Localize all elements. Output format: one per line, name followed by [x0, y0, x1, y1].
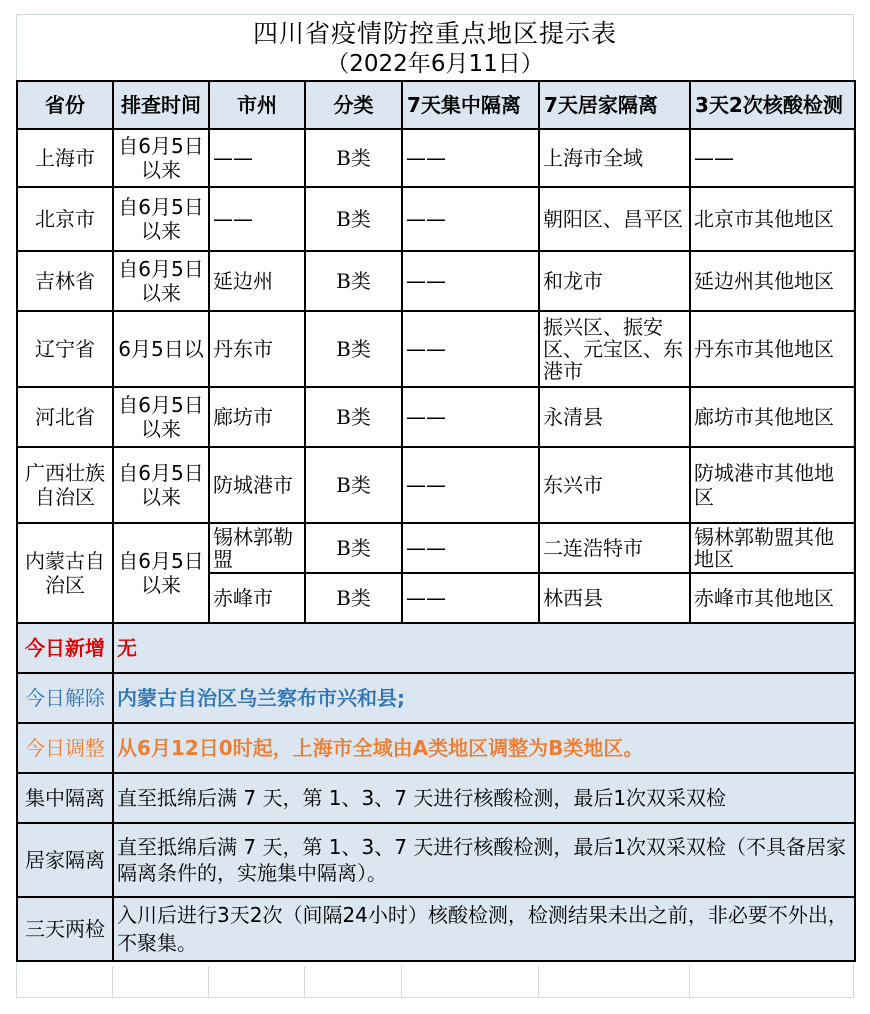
- cell-city[interactable]: 赤峰市: [209, 573, 305, 623]
- note-text-three-day[interactable]: 入川后进行3天2次（间隔24小时）核酸检测，检测结果未出之前，非必要不外出，不聚集。: [113, 897, 855, 961]
- table-row: [17, 129, 855, 187]
- note-text-released[interactable]: 内蒙古自治区乌兰察布市兴和县;: [113, 673, 855, 723]
- cell-province[interactable]: 河北省: [17, 387, 113, 447]
- cell-central-isolation[interactable]: ——: [402, 311, 539, 387]
- grid-line: [304, 966, 305, 998]
- cell-province[interactable]: 广西壮族自治区: [17, 447, 113, 523]
- cell-central-isolation[interactable]: ——: [402, 187, 539, 251]
- cell-central-isolation[interactable]: ——: [402, 523, 539, 573]
- header-category[interactable]: 分类: [305, 81, 402, 129]
- cell-time[interactable]: 自6月5日以来: [113, 129, 209, 187]
- cell-home-isolation[interactable]: 二连浩特市: [539, 523, 690, 573]
- cell-city[interactable]: 丹东市: [209, 311, 305, 387]
- cell-category[interactable]: B类: [305, 573, 402, 623]
- header-home-isolation[interactable]: 7天居家隔离: [539, 81, 690, 129]
- note-row-released: [17, 673, 855, 723]
- note-label-released[interactable]: 今日解除: [17, 673, 113, 723]
- cell-province[interactable]: 内蒙古自治区: [17, 523, 113, 623]
- header-city[interactable]: 市州: [209, 81, 305, 129]
- cell-time[interactable]: 6月5日以: [113, 311, 209, 387]
- table-row: [17, 311, 855, 387]
- cell-city[interactable]: 廊坊市: [209, 387, 305, 447]
- header-row: [17, 81, 855, 129]
- cell-nucleic-test[interactable]: 北京市其他地区: [690, 187, 855, 251]
- cell-home-isolation[interactable]: 朝阳区、昌平区: [539, 187, 690, 251]
- cell-category[interactable]: B类: [305, 311, 402, 387]
- cell-category[interactable]: B类: [305, 187, 402, 251]
- grid-line: [208, 966, 209, 998]
- header-central-isolation[interactable]: 7天集中隔离: [402, 81, 539, 129]
- page-title: [16, 14, 854, 80]
- table-row: [17, 251, 855, 311]
- grid-line: [538, 966, 539, 998]
- grid-line: [112, 966, 113, 998]
- cell-home-isolation[interactable]: 东兴市: [539, 447, 690, 523]
- note-label-new[interactable]: 今日新增: [17, 623, 113, 673]
- cell-central-isolation[interactable]: ——: [402, 447, 539, 523]
- cell-home-isolation[interactable]: 上海市全域: [539, 129, 690, 187]
- grid-line: [401, 966, 402, 998]
- cell-central-isolation[interactable]: ——: [402, 573, 539, 623]
- cell-time[interactable]: 自6月5日以来: [113, 447, 209, 523]
- cell-central-isolation[interactable]: ——: [402, 129, 539, 187]
- cell-province[interactable]: 辽宁省: [17, 311, 113, 387]
- cell-city[interactable]: 锡林郭勒盟: [209, 523, 305, 573]
- cell-nucleic-test[interactable]: 廊坊市其他地区: [690, 387, 855, 447]
- note-label-three-day[interactable]: 三天两检: [17, 897, 113, 961]
- cell-category[interactable]: B类: [305, 251, 402, 311]
- cell-central-isolation[interactable]: ——: [402, 387, 539, 447]
- key-regions-table: [16, 80, 856, 962]
- title-line-2: （2022年6月11日）: [326, 51, 544, 77]
- note-text-adjusted[interactable]: 从6月12日0时起，上海市全域由A类地区调整为B类地区。: [113, 723, 855, 773]
- grid-line: [689, 966, 690, 998]
- table-row: [17, 387, 855, 447]
- cell-nucleic-test[interactable]: 锡林郭勒盟其他地区: [690, 523, 855, 573]
- cell-province[interactable]: 北京市: [17, 187, 113, 251]
- cell-city[interactable]: 防城港市: [209, 447, 305, 523]
- cell-category[interactable]: B类: [305, 129, 402, 187]
- note-text-new[interactable]: 无: [113, 623, 855, 673]
- cell-central-isolation[interactable]: ——: [402, 251, 539, 311]
- cell-province[interactable]: 吉林省: [17, 251, 113, 311]
- empty-grid-row: [16, 966, 854, 998]
- cell-home-isolation[interactable]: 和龙市: [539, 251, 690, 311]
- table-row: [17, 187, 855, 251]
- cell-nucleic-test[interactable]: 防城港市其他地区: [690, 447, 855, 523]
- cell-home-isolation[interactable]: 振兴区、振安区、元宝区、东港市: [539, 311, 690, 387]
- cell-nucleic-test[interactable]: 赤峰市其他地区: [690, 573, 855, 623]
- title-line-1: 四川省疫情防控重点地区提示表: [252, 19, 617, 48]
- cell-city[interactable]: ——: [209, 187, 305, 251]
- cell-nucleic-test[interactable]: 丹东市其他地区: [690, 311, 855, 387]
- cell-time[interactable]: 自6月5日以来: [113, 187, 209, 251]
- table-row: [17, 447, 855, 523]
- header-time[interactable]: 排查时间: [113, 81, 209, 129]
- header-province[interactable]: 省份: [17, 81, 113, 129]
- cell-category[interactable]: B类: [305, 523, 402, 573]
- cell-city[interactable]: ——: [209, 129, 305, 187]
- note-row-home-isolation: [17, 823, 855, 897]
- cell-category[interactable]: B类: [305, 447, 402, 523]
- note-label-home-isolation[interactable]: 居家隔离: [17, 823, 113, 897]
- cell-time[interactable]: 自6月5日以来: [113, 251, 209, 311]
- note-label-adjusted[interactable]: 今日调整: [17, 723, 113, 773]
- table-row: [17, 523, 855, 573]
- header-nucleic-test[interactable]: 3天2次核酸检测: [690, 81, 855, 129]
- cell-city[interactable]: 延边州: [209, 251, 305, 311]
- cell-category[interactable]: B类: [305, 387, 402, 447]
- note-text-home-isolation[interactable]: 直至抵绵后满 7 天，第 1、3、7 天进行核酸检测，最后1次双采双检（不具备居家隔离条件的，实施集中隔离）。: [113, 823, 855, 897]
- note-label-central-isolation[interactable]: 集中隔离: [17, 773, 113, 823]
- note-row-adjusted: [17, 723, 855, 773]
- note-text-central-isolation[interactable]: 直至抵绵后满 7 天，第 1、3、7 天进行核酸检测，最后1次双采双检: [113, 773, 855, 823]
- cell-nucleic-test[interactable]: 延边州其他地区: [690, 251, 855, 311]
- cell-home-isolation[interactable]: 林西县: [539, 573, 690, 623]
- cell-time[interactable]: 自6月5日以来: [113, 523, 209, 623]
- cell-province[interactable]: 上海市: [17, 129, 113, 187]
- cell-nucleic-test[interactable]: ——: [690, 129, 855, 187]
- note-row-new: [17, 623, 855, 673]
- cell-home-isolation[interactable]: 永清县: [539, 387, 690, 447]
- note-row-three-day: [17, 897, 855, 961]
- note-row-central-isolation: [17, 773, 855, 823]
- cell-time[interactable]: 自6月5日以来: [113, 387, 209, 447]
